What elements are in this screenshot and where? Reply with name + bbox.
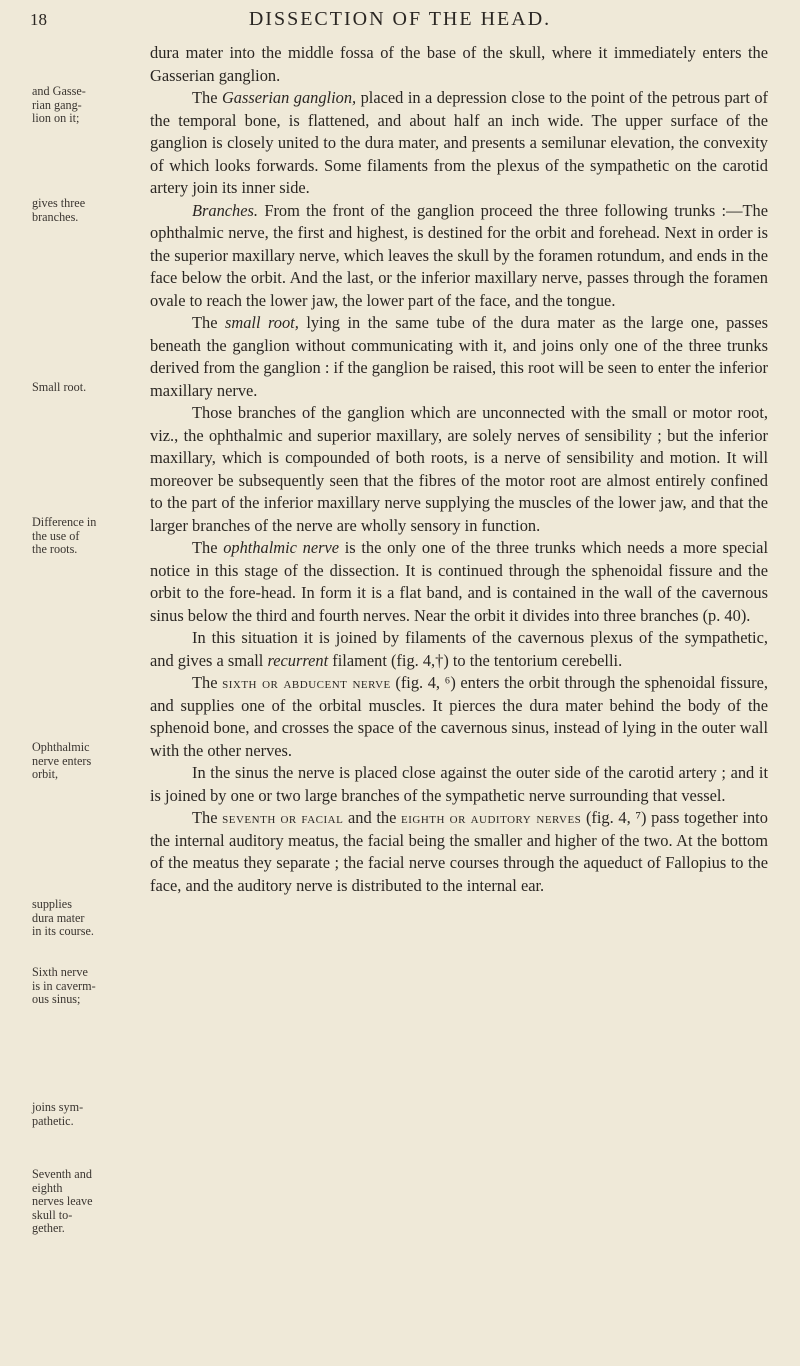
margin-note-gasserian: and Gasse- rian gang- lion on it; (32, 84, 86, 126)
margin-note-branches: gives three branches. (32, 196, 86, 224)
margin-note-ophthalmic: Ophthalmic nerve enters orbit, (32, 740, 92, 782)
paragraph-cavernous-plexus: In this situation it is joined by filaments of the cavernous plexus of the sympathetic, and gives a small recurrent filament (fig. 4,†) to the tentorium cerebelli. (150, 628, 768, 670)
paragraph-sixth-nerve: The sixth or abducent nerve (fig. 4, ⁶) enters the orbit through the sphenoidal fissure, and supplies one of the orbital muscles. It pierces the dura mater behind the body of the sphenoid bone, and crosses the space of the cavernous sinus, instead of lying in the outer wall with the other nerves. (150, 673, 768, 760)
paragraph-gasserian-ganglion: The Gasserian ganglion, placed in a depression close to the point of the petrous part of the temporal bone, is flattened, and about half an inch wide. The upper surface of the ganglion is closely united to the dura mater, and presents a semilunar elevation, the convexity of which looks forwards. Some filaments from the plexus of the sympathetic on the carotid artery join its inner side. (150, 88, 768, 197)
paragraph-small-root: The small root, lying in the same tube of the dura mater as the large one, passes beneath the ganglion without communicating with it, and joins only one of the three trunks derived from the ganglion : if the ganglion be raised, this root will be seen to enter the inferior maxillary nerve. (150, 313, 768, 400)
margin-note-difference: Difference in the use of the roots. (32, 515, 97, 557)
paragraph-seventh-eighth: The seventh or facial and the eighth or auditory nerves (fig. 4, ⁷) pass together into the internal auditory meatus, the facial being the smaller and higher of the two. At the bottom of the meatus they separate ; the facial nerve courses through the aqueduct of Fallopius to the face, and the auditory nerve is distributed to the internal ear. (150, 808, 768, 895)
term-sixth-nerve: sixth or abducent nerve (222, 673, 391, 692)
paragraph-sympathetic: In the sinus the nerve is placed close against the outer side of the carotid artery ; and it is joined by one or two large branches of the sympathetic nerve surrounding that vessel. (150, 763, 768, 805)
paragraph-continuation: dura mater into the middle fossa of the base of the skull, where it immediately enters the Gasserian ganglion. (150, 43, 768, 85)
term-facial: facial (301, 808, 344, 827)
margin-note-joins-sympathetic: joins sym- pathetic. (32, 1100, 84, 1128)
term-small-root: small root, (224, 313, 299, 332)
main-text (150, 42, 768, 897)
term-eighth: eighth (401, 808, 445, 827)
page-number: 18 (30, 10, 47, 29)
term-branches: Branches. (192, 200, 259, 220)
margin-note-small-root: Small root. (32, 380, 87, 394)
term-gasserian-ganglion: Gasserian ganglion, (221, 88, 357, 107)
term-ophthalmic-nerve: ophthalmic nerve (223, 538, 340, 557)
margin-note-sixth-nerve: Sixth nerve is in caverm- ous sinus; (32, 965, 96, 1007)
term-auditory-nerves: auditory nerves (470, 808, 582, 827)
margin-note-supplies: supplies dura mater in its course. (32, 897, 94, 939)
margin-note-seventh-eighth: Seventh and eighth nerves leave skull to- gether. (32, 1167, 93, 1236)
paragraph-ophthalmic-nerve: The ophthalmic nerve is the only one of the three trunks which needs a more special notice in this stage of the dissection. It is continued through the sphenoidal fissure and the orbit to the fore-head. In form it is a flat band, and is contained in the wall of the cavernous sinus below the third and fourth nerves. Near the orbit it divides into three branches (p. 40). (150, 538, 769, 625)
running-title: DISSECTION OF THE HEAD. (248, 8, 552, 30)
paragraph-branches: Branches. From the front of the ganglion proceed the three following trunks :—The ophthalmic nerve, the first and highest, is destined for the orbit and forehead. Next in order is the superior maxillary nerve, which leaves the skull by the foramen rotundum, and ends in the face below the orbit. And the last, or the inferior maxillary nerve, passes through the foramen ovale to reach the lower jaw, the lower part of the face, and the tongue. (150, 200, 768, 310)
term-seventh: seventh (222, 808, 276, 827)
term-recurrent: recurrent (267, 650, 329, 670)
page-header (0, 6, 800, 38)
paragraph-difference: Those branches of the ganglion which are unconnected with the small or motor root, viz., the ophthalmic and superior maxillary, are solely nerves of sensibility ; but the inferior maxillary, which is compounded of both roots, is a nerve of sensibility and motion. It will moreover be subsequently seen that the fibres of the motor root are almost entirely confined to the part of the inferior maxillary nerve supplying the muscles of the lower jaw, and that the larger branches of the nerve are wholly sensory in function. (150, 403, 768, 535)
